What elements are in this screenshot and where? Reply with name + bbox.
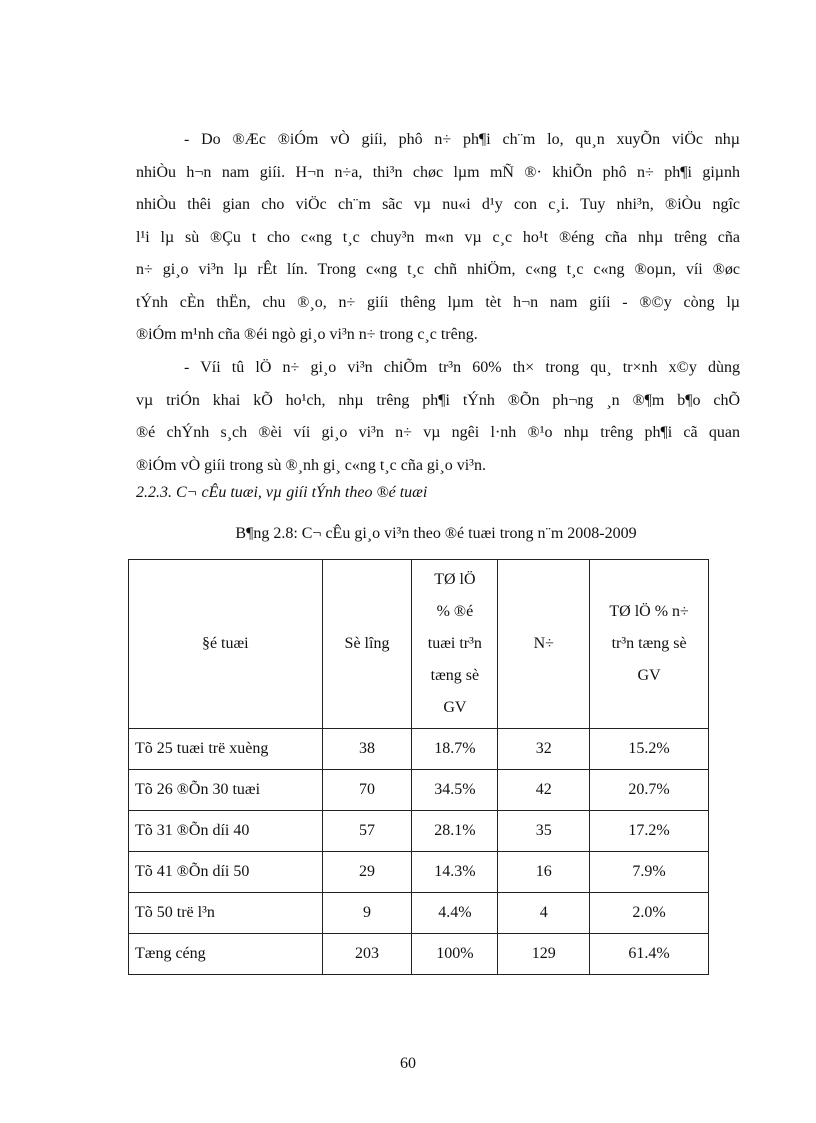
header-female-ratio (590, 560, 709, 729)
text-line: l¹i lµ sù ®Çu t cho c«ng t¸c chuy³n m«n vµ c¸c ho¹t ®éng cña nhµ trêng cña (136, 228, 740, 246)
cell-age-group: Tæng céng (129, 934, 323, 975)
header-line: tæng sè (430, 667, 480, 684)
header-line: Sè lîng (344, 635, 390, 652)
cell-age-group: Tõ 50 trë l³n (129, 893, 323, 934)
header-age-group (129, 560, 323, 729)
cell-count: 9 (322, 893, 412, 934)
cell-age-group: Tõ 26 ®Õn 30 tuæi (129, 770, 323, 811)
cell-age-ratio: 100% (412, 934, 498, 975)
table-row (129, 770, 709, 811)
text-line: nhiÒu thêi gian cho viÖc ch¨m sãc vµ nu«i d¹y con c¸i. Tuy nhi³n, ®iÒu ngîc (136, 196, 740, 213)
cell-age-group: Tõ 31 ®Õn díi 40 (129, 811, 323, 852)
table-caption: B¶ng 2.8: C¬ cÊu gi¸o vi³n theo ®é tuæi trong n¨m 2008-2009 (235, 525, 637, 542)
table-total-row (129, 934, 709, 975)
cell-count: 57 (322, 811, 412, 852)
page-number: 60 (400, 1055, 416, 1072)
cell-age-ratio: 18.7% (412, 729, 498, 770)
paragraph-gender-roles (136, 124, 740, 352)
header-line: N÷ (533, 635, 554, 652)
cell-female: 42 (498, 770, 590, 811)
table-row (129, 811, 709, 852)
table-row (129, 729, 709, 770)
cell-age-ratio: 14.3% (412, 852, 498, 893)
cell-age-ratio: 4.4% (412, 893, 498, 934)
cell-female-ratio: 61.4% (590, 934, 709, 975)
cell-age-group: Tõ 25 tuæi trë xuèng (129, 729, 323, 770)
text-line: n÷ gi¸o vi³n lµ rÊt lín. Trong c«ng t¸c chñ nhiÖm, c«ng t¸c c«ng ®oµn, víi ®øc (136, 261, 740, 278)
cell-count: 70 (322, 770, 412, 811)
header-line: GV (637, 667, 661, 684)
text-line: - Víi tû lÖ n÷ gi¸o vi³n chiÕm tr³n 60% th× trong qu¸ tr×nh x©y dùng (184, 359, 740, 376)
text-line: ®é chÝnh s¸ch ®èi víi gi¸o vi³n n÷ vµ ngêi l·nh ®¹o nhµ trêng ph¶i cã quan (136, 424, 740, 441)
cell-female-ratio: 17.2% (590, 811, 709, 852)
text-line: - Do ®Æc ®iÓm vÒ giíi, phô n÷ ph¶i ch¨m lo, qu¸n xuyÕn viÖc nhµ (184, 131, 740, 148)
text-line: nhiÒu h¬n nam giíi. H¬n n÷a, thi³n chøc lµm mÑ ®· khiÕn phô n÷ ph¶i giµnh (136, 163, 740, 181)
cell-female-ratio: 20.7% (590, 770, 709, 811)
cell-age-ratio: 28.1% (412, 811, 498, 852)
header-line: GV (443, 699, 467, 716)
cell-female: 32 (498, 729, 590, 770)
table-row (129, 852, 709, 893)
cell-female-ratio: 7.9% (590, 852, 709, 893)
header-count (322, 560, 412, 729)
text-line: ®iÓm vÒ giíi trong sù ®¸nh gi¸ c«ng t¸c cña gi¸o vi³n. (136, 456, 486, 474)
table-row (129, 893, 709, 934)
cell-female: 35 (498, 811, 590, 852)
text-line: ®iÓm m¹nh cña ®éi ngò gi¸o vi³n n÷ trong c¸c trêng. (136, 326, 478, 343)
cell-count: 38 (322, 729, 412, 770)
header-line: tuæi tr³n (427, 635, 482, 652)
text-line: vµ triÓn khai kÕ ho¹ch, nhµ trêng ph¶i tÝnh ®Õn ph¬ng ¸n ®¶m b¶o chÕ (136, 391, 740, 409)
header-line: tr³n tæng sè (611, 635, 687, 652)
cell-female: 16 (498, 852, 590, 893)
cell-count: 29 (322, 852, 412, 893)
age-structure-table (128, 559, 709, 975)
cell-age-ratio: 34.5% (412, 770, 498, 811)
cell-female-ratio: 15.2% (590, 729, 709, 770)
header-line: TØ lÖ (434, 571, 476, 588)
cell-female: 4 (498, 893, 590, 934)
header-female (498, 560, 590, 729)
header-line: % ®é (436, 603, 474, 620)
header-line: §é tuæi (201, 635, 249, 652)
cell-age-group: Tõ 41 ®Õn díi 50 (129, 852, 323, 893)
cell-female-ratio: 2.0% (590, 893, 709, 934)
paragraph-female-ratio (136, 352, 740, 482)
cell-count: 203 (322, 934, 412, 975)
cell-female: 129 (498, 934, 590, 975)
header-line: TØ lÖ % n÷ (609, 603, 689, 620)
table-header-row (129, 560, 709, 729)
text-line: tÝnh cÈn thËn, chu ®¸o, n÷ giíi thêng lµm tèt h¬n nam giíi - ®©y còng lµ (136, 293, 740, 311)
header-age-ratio (412, 560, 498, 729)
section-heading: 2.2.3. C¬ cÊu tuæi, vµ giíi tÝnh theo ®é tuæi (136, 484, 428, 501)
